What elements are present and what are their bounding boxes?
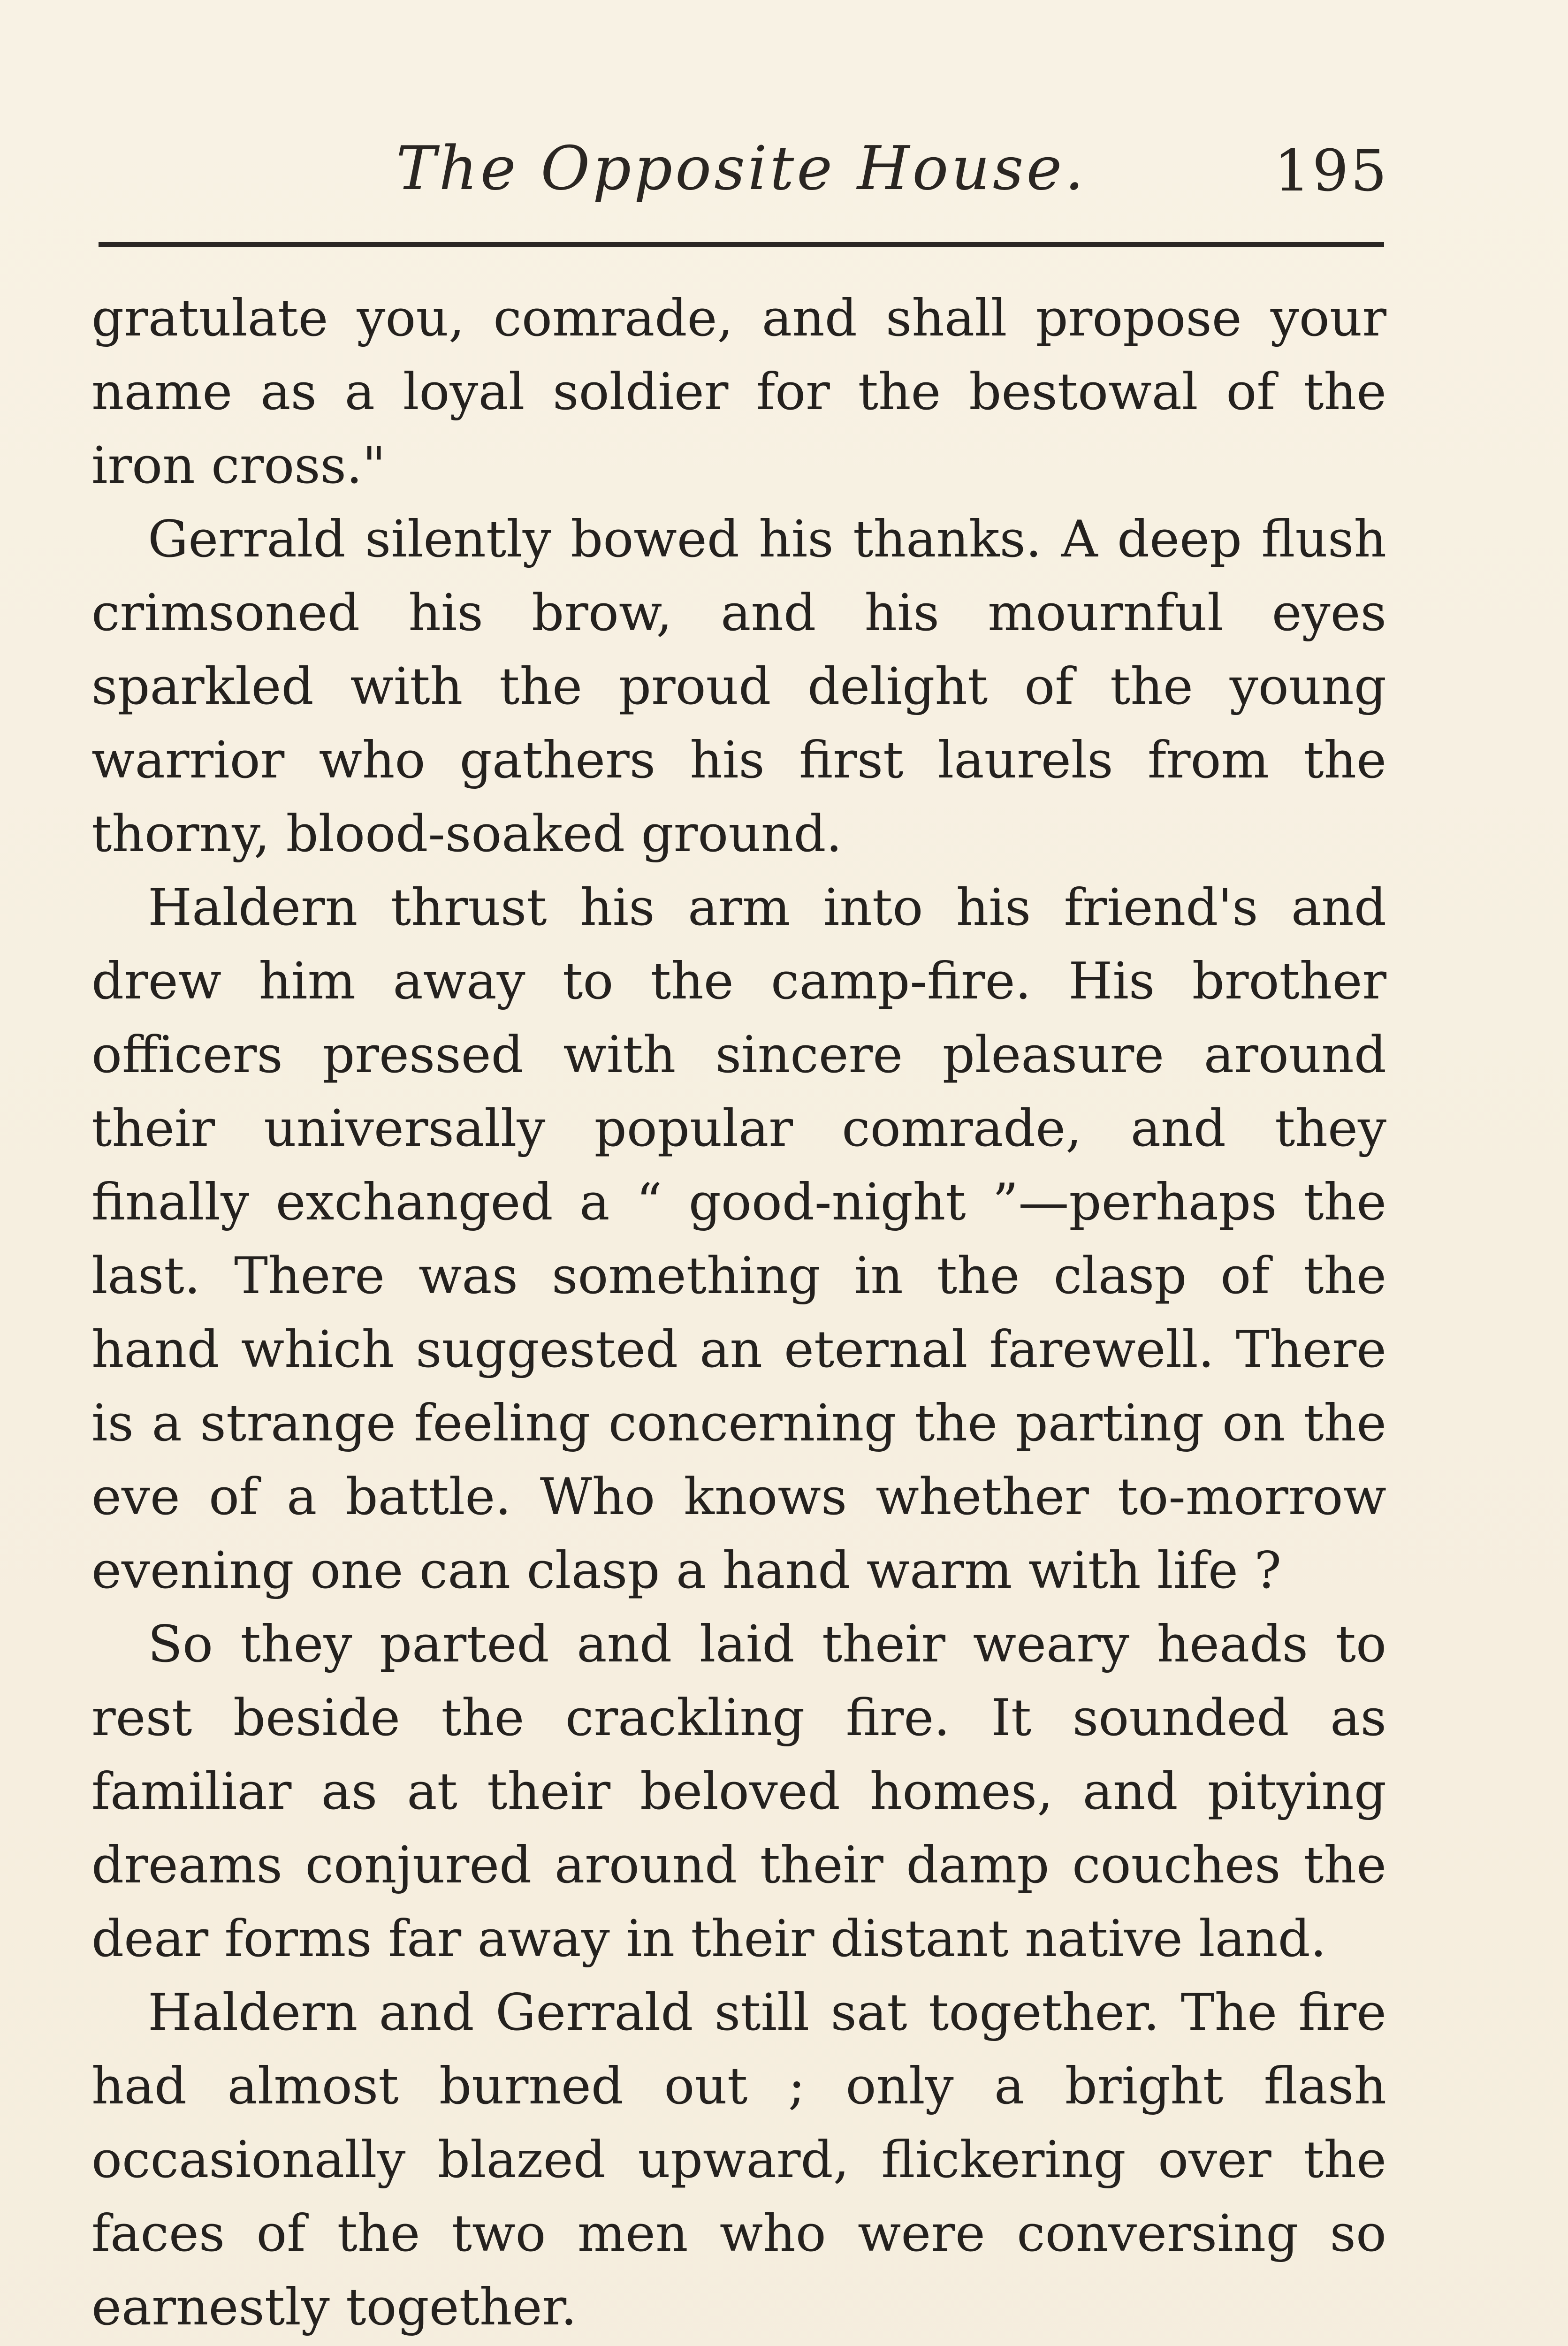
paragraph-2: Gerrald silently bowed his thanks. A deep flush crimsoned his brow, and his mournful eyes sparkled with the proud delight of the young warrior who gathers his first laurels from the thorny, blood-soaked ground. — [91, 510, 1386, 863]
header-rule — [99, 242, 1384, 247]
page-number: 195 — [1274, 137, 1389, 204]
body-text — [91, 282, 1386, 2346]
paragraph-3: Haldern thrust his arm into his friend's and drew him away to the camp-fire. His brother officers pressed with sincere pleasure around their universally popular comrade, and they finally exchanged a “ good-night ”—perhaps the last. There was something in the clasp of the hand which suggested an eternal farewell. There is a strange feeling concerning the parting on the eve of a battle. Who knows whether to-morrow evening one can clasp a hand warm with life ? — [91, 878, 1386, 1600]
paragraph-4: So they parted and laid their weary heads to rest beside the crackling fire. It sounded as familiar as at their beloved homes, and pitying dreams conjured around their damp couches the dear forms far away in their distant native land. — [91, 1615, 1386, 1968]
paragraph-5: Haldern and Gerrald still sat together. The fire had almost burned out ; only a bright flash occasionally blazed upward, flickering over the faces of the two men who were conversing so earnestly together. — [91, 1983, 1386, 2337]
paragraph-6 — [91, 2344, 1386, 2346]
paragraph-1: gratulate you, comrade, and shall propose your name as a loyal soldier for the bestowal of the iron cross." — [91, 289, 1386, 495]
page-header — [94, 129, 1389, 213]
running-title: The Opposite House. — [396, 134, 1087, 204]
